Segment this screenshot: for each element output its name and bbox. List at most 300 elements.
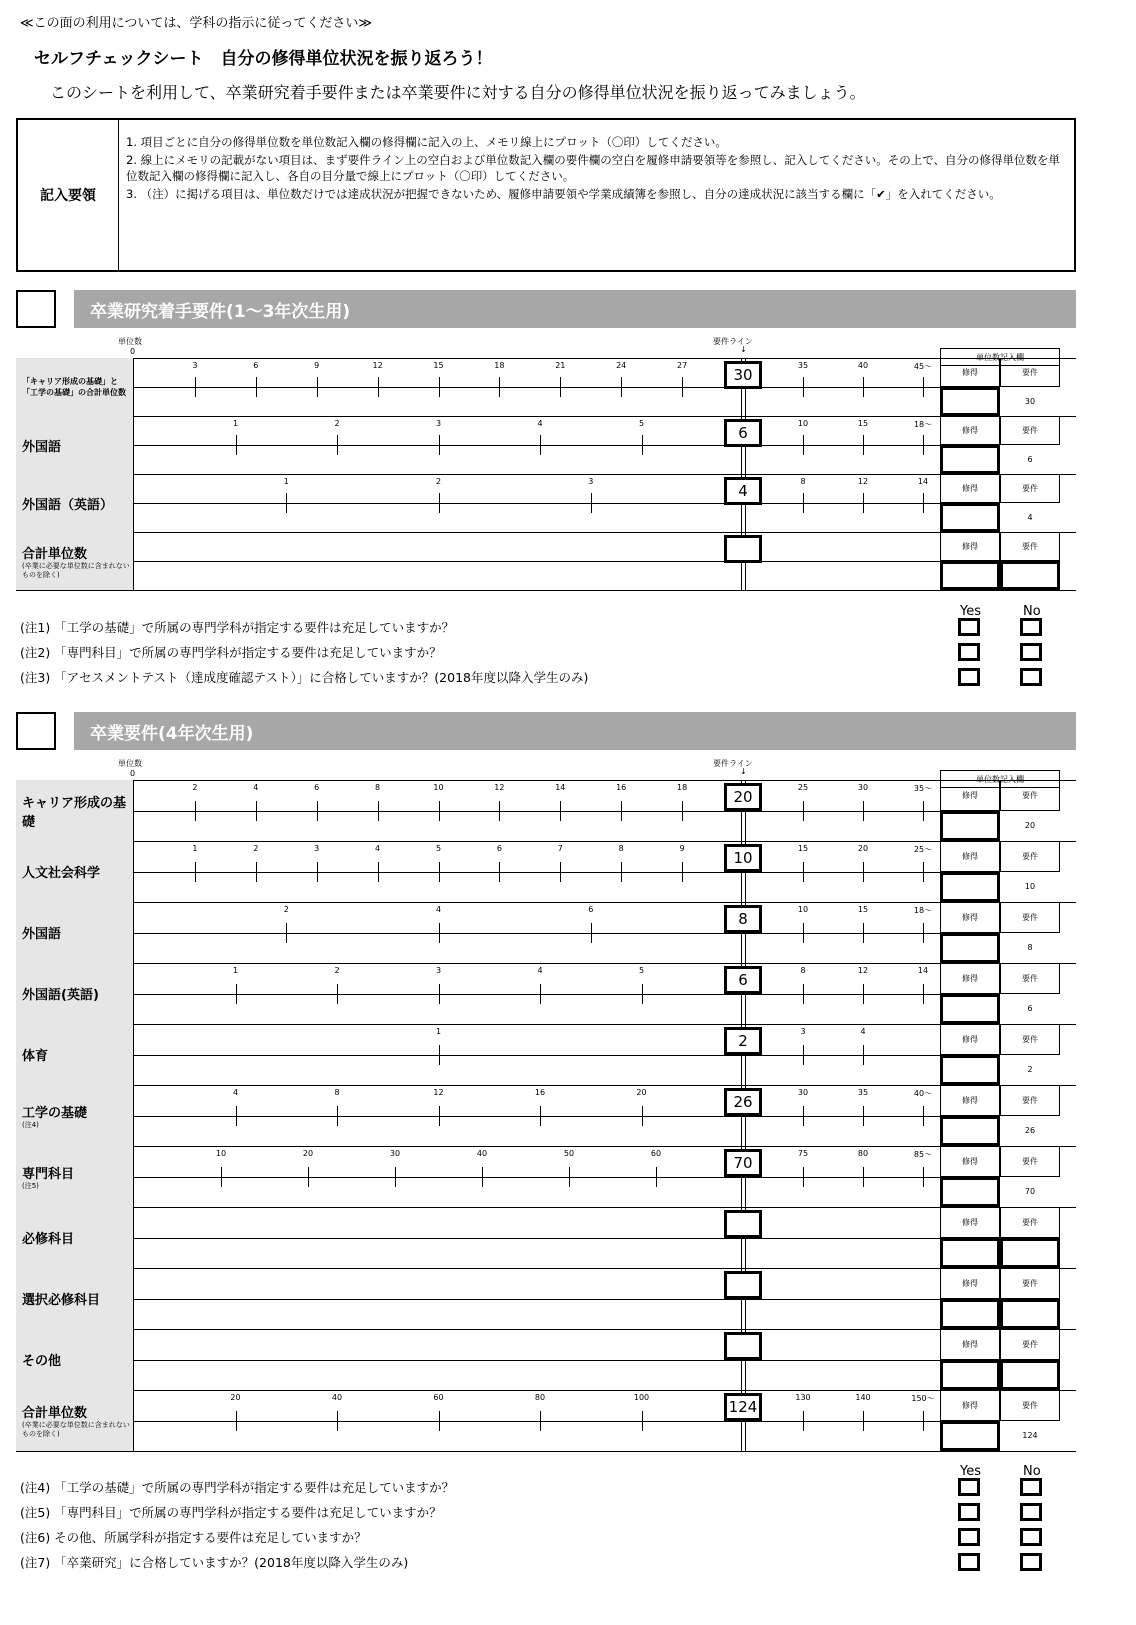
tick-label: 18 bbox=[677, 783, 688, 792]
tick-label: 8 bbox=[334, 1088, 340, 1097]
req-value-box[interactable] bbox=[724, 1210, 762, 1238]
req-value-box[interactable] bbox=[724, 535, 762, 563]
scale-tick bbox=[923, 801, 924, 821]
yes-checkbox[interactable] bbox=[958, 643, 980, 661]
tick-label: 8 bbox=[800, 966, 806, 975]
scale-tick bbox=[621, 377, 622, 397]
instruction-item-2: 2. 線上にメモリの記載がない項目は、まず要件ライン上の空白および単位数記入欄の要件欄の空白を履修申請要領等を参照し、記入してください。その上で、自分の修得単位数を単位数記入欄の修得欄に記入し、各自の目分量で線上にプロット（〇印）してください。 bbox=[126, 153, 1061, 183]
tick-label: 40 bbox=[857, 361, 869, 370]
scale-tick bbox=[656, 1167, 657, 1187]
tick-label: 4 bbox=[253, 783, 259, 792]
required-header-cell: 要件 bbox=[1000, 416, 1060, 445]
tick-label: 3 bbox=[435, 966, 442, 975]
no-checkbox[interactable] bbox=[1020, 1528, 1042, 1546]
scale-tick bbox=[642, 435, 643, 455]
scale-tick bbox=[591, 923, 592, 943]
required-header-cell: 要件 bbox=[1000, 841, 1060, 872]
required-header-cell: 要件 bbox=[1000, 474, 1060, 503]
scale-tick bbox=[863, 862, 864, 882]
scale-tick bbox=[642, 1411, 643, 1431]
earned-input-box[interactable] bbox=[940, 1360, 1000, 1391]
section-checkbox[interactable] bbox=[16, 290, 56, 328]
scale-tick bbox=[317, 377, 318, 397]
tick-label: 6 bbox=[588, 905, 594, 914]
tick-label: 16 bbox=[616, 783, 627, 792]
row-label-cell bbox=[16, 1085, 134, 1146]
tick-label: 4 bbox=[537, 966, 543, 975]
earned-header-cell: 修得 bbox=[940, 963, 1000, 994]
entry-column-header: 単位数記入欄 bbox=[940, 348, 1060, 366]
scale-tick bbox=[863, 435, 864, 455]
earned-header-cell: 修得 bbox=[940, 532, 1000, 561]
section-checkbox[interactable] bbox=[16, 712, 56, 750]
tick-label: 80 bbox=[534, 1393, 546, 1402]
note-text: (注2) 「専門科目」で所属の専門学科が指定する要件は充足していますか？ bbox=[20, 645, 442, 660]
req-value-box[interactable]: 6 bbox=[724, 966, 762, 994]
earned-header-cell: 修得 bbox=[940, 1146, 1000, 1177]
earned-input-box[interactable] bbox=[940, 445, 1000, 474]
earned-header-cell: 修得 bbox=[940, 841, 1000, 872]
tick-label: 12 bbox=[857, 966, 869, 975]
scale-tick bbox=[863, 1167, 864, 1187]
scale-tick bbox=[863, 377, 864, 397]
earned-header-cell: 修得 bbox=[940, 1390, 1000, 1421]
required-header-cell: 要件 bbox=[1000, 902, 1060, 933]
row-label-cell bbox=[16, 532, 134, 590]
page-title: セルフチェックシート 自分の修得単位状況を振り返ろう！ bbox=[34, 49, 493, 69]
tick-label: 30 bbox=[857, 783, 869, 792]
no-checkbox[interactable] bbox=[1020, 1478, 1042, 1496]
row-label-cell bbox=[16, 780, 134, 841]
required-header-cell: 要件 bbox=[1000, 1390, 1060, 1421]
yes-header: Yes bbox=[960, 1464, 981, 1479]
tick-label: 12 bbox=[494, 783, 505, 792]
tick-label: 85～ bbox=[913, 1150, 933, 1159]
row-sub-label: (注5) bbox=[22, 1181, 39, 1190]
units-header-label: 単位数 bbox=[118, 759, 142, 768]
yes-checkbox[interactable] bbox=[958, 1528, 980, 1546]
instructions-box bbox=[16, 118, 1076, 272]
row-label: 外国語（英語） bbox=[22, 497, 114, 513]
scale-tick bbox=[621, 801, 622, 821]
tick-label: 5 bbox=[638, 419, 645, 428]
scale-tick bbox=[540, 984, 541, 1004]
note-text: (注6) その他、所属学科が指定する要件は充足していますか？ bbox=[20, 1530, 367, 1545]
scale-tick bbox=[863, 1106, 864, 1126]
tick-label: 1 bbox=[192, 844, 198, 853]
scale-tick bbox=[560, 377, 561, 397]
scale-tick bbox=[803, 435, 804, 455]
earned-input-box[interactable] bbox=[940, 1177, 1000, 1208]
earned-header-cell: 修得 bbox=[940, 1024, 1000, 1055]
scale-tick bbox=[256, 862, 257, 882]
scale-tick bbox=[439, 862, 440, 882]
tick-label: 8 bbox=[800, 477, 806, 486]
row-label: 専門科目 bbox=[22, 1166, 75, 1182]
row-label-cell bbox=[16, 416, 134, 474]
scale-line bbox=[134, 1299, 940, 1300]
scale-tick bbox=[317, 862, 318, 882]
tick-label: 35～ bbox=[913, 784, 933, 793]
usage-notice: ≪この面の利用については、学科の指示に従ってください≫ bbox=[20, 16, 372, 31]
scale-tick bbox=[923, 1106, 924, 1126]
tick-label: 40 bbox=[331, 1393, 343, 1402]
required-value: 30 bbox=[1024, 397, 1036, 406]
row-label: その他 bbox=[22, 1354, 62, 1369]
tick-label: 14 bbox=[917, 477, 929, 486]
tick-label: 15 bbox=[857, 419, 869, 428]
scale-tick bbox=[923, 984, 924, 1004]
tick-label: 20 bbox=[636, 1088, 647, 1097]
tick-label: 140 bbox=[855, 1393, 871, 1402]
tick-label: 35 bbox=[857, 1088, 869, 1097]
scale-tick bbox=[560, 862, 561, 882]
tick-label: 150～ bbox=[911, 1394, 935, 1403]
scale-tick bbox=[256, 377, 257, 397]
scale-tick bbox=[308, 1167, 309, 1187]
earned-header-cell: 修得 bbox=[940, 474, 1000, 503]
tick-label: 6 bbox=[253, 361, 259, 370]
scale-tick bbox=[540, 1411, 541, 1431]
scale-tick bbox=[236, 1411, 237, 1431]
scale-tick bbox=[803, 1411, 804, 1431]
required-header-cell: 要件 bbox=[1000, 1146, 1060, 1177]
scale-tick bbox=[236, 1106, 237, 1126]
req-value-box[interactable]: 30 bbox=[724, 361, 762, 389]
tick-label: 2 bbox=[334, 419, 340, 428]
tick-label: 25 bbox=[797, 783, 809, 792]
yes-checkbox[interactable] bbox=[958, 1553, 980, 1571]
tick-label: 3 bbox=[800, 1027, 806, 1036]
row-label: 選択必修科目 bbox=[22, 1293, 101, 1308]
scale-line bbox=[134, 1421, 940, 1422]
scale-tick bbox=[378, 377, 379, 397]
req-value-box[interactable]: 4 bbox=[724, 477, 762, 505]
earned-input-box[interactable] bbox=[940, 872, 1000, 903]
no-checkbox[interactable] bbox=[1020, 1503, 1042, 1521]
scale-tick bbox=[256, 801, 257, 821]
req-value-box[interactable]: 8 bbox=[724, 905, 762, 933]
tick-label: 3 bbox=[314, 844, 320, 853]
req-value-box[interactable]: 20 bbox=[724, 783, 762, 811]
tick-label: 60 bbox=[650, 1149, 662, 1158]
row-label-cell bbox=[16, 1268, 134, 1329]
no-checkbox[interactable] bbox=[1020, 1553, 1042, 1571]
earned-input-box[interactable] bbox=[940, 503, 1000, 532]
earned-input-box[interactable] bbox=[940, 561, 1000, 590]
note-text: (注5) 「専門科目」で所属の専門学科が指定する要件は充足していますか？ bbox=[20, 1505, 442, 1520]
tick-label: 50 bbox=[563, 1149, 575, 1158]
row-label-cell bbox=[16, 902, 134, 963]
tick-label: 4 bbox=[435, 905, 442, 914]
earned-input-box[interactable] bbox=[940, 811, 1000, 842]
scale-tick bbox=[803, 1045, 804, 1065]
required-input-box[interactable] bbox=[1000, 561, 1060, 590]
tick-label: 18～ bbox=[913, 906, 933, 915]
note-text: (注3) 「アセスメントテスト（達成度確認テスト）」に合格していますか？(2018年度以降入学生のみ) bbox=[20, 670, 589, 685]
required-header-cell: 要件 bbox=[1000, 532, 1060, 561]
required-header-cell: 要件 bbox=[1000, 1268, 1060, 1299]
tick-label: 40～ bbox=[913, 1089, 933, 1098]
row-label: 必修科目 bbox=[22, 1232, 75, 1247]
tick-label: 4 bbox=[375, 844, 381, 853]
required-input-box[interactable] bbox=[1000, 1299, 1060, 1330]
tick-label: 4 bbox=[537, 419, 543, 428]
row-label-cell bbox=[16, 358, 134, 416]
scale-tick bbox=[286, 923, 287, 943]
scale-tick bbox=[803, 923, 804, 943]
scale-tick bbox=[923, 862, 924, 882]
tick-label: 15 bbox=[433, 361, 444, 370]
no-checkbox[interactable] bbox=[1020, 618, 1042, 636]
tick-label: 2 bbox=[435, 477, 442, 486]
scale-tick bbox=[863, 493, 864, 513]
scale-tick bbox=[803, 493, 804, 513]
scale-tick bbox=[540, 435, 541, 455]
scale-tick bbox=[499, 377, 500, 397]
scale-tick bbox=[803, 1167, 804, 1187]
scale-tick bbox=[803, 377, 804, 397]
tick-label: 4 bbox=[860, 1027, 866, 1036]
row-label: 体育 bbox=[22, 1049, 49, 1064]
scale-tick bbox=[236, 435, 237, 455]
zero-label: 0 bbox=[130, 347, 136, 356]
req-value-box[interactable]: 10 bbox=[724, 844, 762, 872]
row-label: 「キャリア形成の基礎」と「工学の基礎」の合計単位数 bbox=[22, 377, 126, 397]
scale-tick bbox=[337, 435, 338, 455]
scale-tick bbox=[439, 1411, 440, 1431]
tick-label: 27 bbox=[677, 361, 688, 370]
required-value: 6 bbox=[1027, 455, 1033, 464]
tick-label: 30 bbox=[797, 1088, 809, 1097]
row-label-cell bbox=[16, 1207, 134, 1268]
tick-label: 80 bbox=[857, 1149, 869, 1158]
scale-tick bbox=[499, 862, 500, 882]
row-label: 工学の基礎 bbox=[22, 1105, 88, 1121]
scale-line bbox=[134, 933, 940, 934]
required-value: 26 bbox=[1024, 1125, 1036, 1135]
tick-label: 1 bbox=[435, 1027, 442, 1036]
tick-label: 3 bbox=[435, 419, 442, 428]
tick-label: 5 bbox=[638, 966, 645, 975]
row-label: 外国語 bbox=[22, 439, 62, 455]
tick-label: 6 bbox=[496, 844, 502, 853]
scale-line bbox=[134, 561, 940, 562]
req-value-box[interactable] bbox=[724, 1271, 762, 1299]
scale-tick bbox=[923, 1167, 924, 1187]
scale-tick bbox=[682, 801, 683, 821]
required-input-box[interactable] bbox=[1000, 1238, 1060, 1269]
req-value-box[interactable]: 2 bbox=[724, 1027, 762, 1055]
scale-tick bbox=[923, 1411, 924, 1431]
section-title: 卒業研究着手要件(1～3年次生用) bbox=[74, 290, 1076, 328]
tick-label: 16 bbox=[534, 1088, 546, 1097]
scale-tick bbox=[439, 801, 440, 821]
yes-checkbox[interactable] bbox=[958, 1503, 980, 1521]
req-line-label: 要件ライン bbox=[713, 337, 753, 346]
tick-label: 18 bbox=[494, 361, 505, 370]
scale-tick bbox=[863, 801, 864, 821]
entry-column-header: 単位数記入欄 bbox=[940, 770, 1060, 788]
tick-label: 75 bbox=[797, 1149, 809, 1158]
req-value-box[interactable] bbox=[724, 1332, 762, 1360]
scale-line bbox=[134, 1055, 940, 1056]
row-label: キャリア形成の基礎 bbox=[22, 795, 127, 830]
earned-input-box[interactable] bbox=[940, 1299, 1000, 1330]
tick-label: 12 bbox=[433, 1088, 444, 1097]
required-header-cell: 要件 bbox=[1000, 1085, 1060, 1116]
earned-input-box[interactable] bbox=[940, 1116, 1000, 1147]
scale-tick bbox=[863, 1411, 864, 1431]
scale-tick bbox=[337, 1411, 338, 1431]
units-header-label: 単位数 bbox=[118, 337, 142, 346]
section-title: 卒業要件(4年次生用) bbox=[74, 712, 1076, 750]
row-sub-label: (注4) bbox=[22, 1120, 39, 1129]
scale-line bbox=[134, 994, 940, 995]
scale-tick bbox=[337, 984, 338, 1004]
earned-input-box[interactable] bbox=[940, 994, 1000, 1025]
no-checkbox[interactable] bbox=[1020, 643, 1042, 661]
tick-label: 4 bbox=[232, 1088, 239, 1097]
required-value: 124 bbox=[1022, 1430, 1038, 1440]
earned-header-cell: 修得 bbox=[940, 416, 1000, 445]
required-value: 4 bbox=[1027, 513, 1033, 522]
scale-line bbox=[134, 1116, 940, 1117]
tick-label: 8 bbox=[375, 783, 381, 792]
zero-label: 0 bbox=[130, 769, 136, 778]
tick-label: 30 bbox=[389, 1149, 401, 1158]
required-header-cell: 要件 bbox=[1000, 1024, 1060, 1055]
tick-label: 10 bbox=[797, 905, 809, 914]
required-header-cell: 要件 bbox=[1000, 963, 1060, 994]
instruction-item-3: 3. （注）に掲げる項目は、単位数だけでは達成状況が把握できないため、履修申請要領や学業成績簿を参照し、自分の達成状況に該当する欄に「✔」を入れてください。 bbox=[126, 187, 1001, 201]
required-value: 20 bbox=[1024, 820, 1036, 830]
note-text: (注7) 「卒業研究」に合格していますか？(2018年度以降入学生のみ) bbox=[20, 1555, 409, 1570]
scale-tick bbox=[195, 377, 196, 397]
scale-tick bbox=[540, 1106, 541, 1126]
tick-label: 5 bbox=[435, 844, 442, 853]
required-input-box[interactable] bbox=[1000, 1360, 1060, 1391]
earned-header-cell: 修得 bbox=[940, 358, 1000, 387]
earned-input-box[interactable] bbox=[940, 1421, 1000, 1452]
scale-tick bbox=[482, 1167, 483, 1187]
tick-label: 7 bbox=[557, 844, 563, 853]
req-value-box[interactable]: 6 bbox=[724, 419, 762, 447]
tick-label: 10 bbox=[215, 1149, 227, 1158]
yes-checkbox[interactable] bbox=[958, 618, 980, 636]
scale-tick bbox=[642, 984, 643, 1004]
tick-label: 1 bbox=[232, 966, 239, 975]
scale-tick bbox=[439, 493, 440, 513]
scale-tick bbox=[378, 862, 379, 882]
required-value: 70 bbox=[1024, 1186, 1036, 1196]
required-header-cell: 要件 bbox=[1000, 1207, 1060, 1238]
scale-tick bbox=[286, 493, 287, 513]
tick-label: 60 bbox=[433, 1393, 444, 1402]
scale-tick bbox=[195, 862, 196, 882]
scale-tick bbox=[439, 1045, 440, 1065]
earned-header-cell: 修得 bbox=[940, 1085, 1000, 1116]
tick-label: 100 bbox=[633, 1393, 650, 1402]
scale-tick bbox=[236, 984, 237, 1004]
scale-tick bbox=[591, 493, 592, 513]
scale-tick bbox=[923, 493, 924, 513]
tick-label: 24 bbox=[616, 361, 627, 370]
scale-tick bbox=[221, 1167, 222, 1187]
scale-tick bbox=[863, 984, 864, 1004]
tick-label: 8 bbox=[618, 844, 624, 853]
note-text: (注1) 「工学の基礎」で所属の専門学科が指定する要件は充足していますか？ bbox=[20, 620, 455, 635]
row-label-cell bbox=[16, 1390, 134, 1451]
row-label: 外国語(英語) bbox=[22, 988, 99, 1003]
earned-input-box[interactable] bbox=[940, 933, 1000, 964]
required-header-cell: 要件 bbox=[1000, 358, 1060, 387]
earned-input-box[interactable] bbox=[940, 1238, 1000, 1269]
row-sub-label: (卒業に必要な単位数に含まれないものを除く) bbox=[22, 561, 130, 579]
earned-input-box[interactable] bbox=[940, 387, 1000, 416]
yes-checkbox[interactable] bbox=[958, 1478, 980, 1496]
row-label: 合計単位数 bbox=[22, 1406, 88, 1421]
tick-label: 20 bbox=[857, 844, 869, 853]
scale-tick bbox=[439, 923, 440, 943]
scale-tick bbox=[682, 862, 683, 882]
scale-tick bbox=[863, 923, 864, 943]
scale-tick bbox=[803, 862, 804, 882]
no-header: No bbox=[1023, 604, 1041, 619]
scale-line bbox=[134, 1360, 940, 1361]
tick-label: 45～ bbox=[913, 362, 933, 371]
tick-label: 130 bbox=[795, 1393, 811, 1402]
tick-label: 10 bbox=[797, 419, 809, 428]
req-line-label: 要件ライン bbox=[713, 759, 753, 768]
row-label-cell bbox=[16, 474, 134, 532]
earned-header-cell: 修得 bbox=[940, 780, 1000, 811]
no-header: No bbox=[1023, 1464, 1041, 1479]
tick-label: 2 bbox=[334, 966, 340, 975]
scale-tick bbox=[923, 435, 924, 455]
tick-label: 20 bbox=[302, 1149, 314, 1158]
scale-tick bbox=[642, 1106, 643, 1126]
tick-label: 6 bbox=[314, 783, 320, 792]
scale-line bbox=[134, 1238, 940, 1239]
scale-tick bbox=[682, 377, 683, 397]
yes-checkbox[interactable] bbox=[958, 668, 980, 686]
tick-label: 18～ bbox=[913, 420, 933, 429]
tick-label: 3 bbox=[192, 361, 198, 370]
req-value-box[interactable]: 124 bbox=[724, 1393, 762, 1421]
scale-tick bbox=[803, 984, 804, 1004]
earned-input-box[interactable] bbox=[940, 1055, 1000, 1086]
table-bottom-border bbox=[16, 590, 1076, 591]
required-value: 6 bbox=[1027, 1003, 1033, 1013]
scale-tick bbox=[337, 1106, 338, 1126]
earned-header-cell: 修得 bbox=[940, 1207, 1000, 1238]
scale-line bbox=[134, 1177, 940, 1178]
tick-label: 3 bbox=[588, 477, 594, 486]
scale-tick bbox=[863, 1045, 864, 1065]
req-line-arrow-icon: ↓ bbox=[740, 345, 747, 354]
req-value-box[interactable]: 70 bbox=[724, 1149, 762, 1177]
tick-label: 12 bbox=[857, 477, 869, 486]
req-value-box[interactable]: 26 bbox=[724, 1088, 762, 1116]
scale-tick bbox=[499, 801, 500, 821]
row-label: 外国語 bbox=[22, 927, 62, 942]
req-line-arrow-icon: ↓ bbox=[740, 767, 747, 776]
scale-tick bbox=[621, 862, 622, 882]
no-checkbox[interactable] bbox=[1020, 668, 1042, 686]
scale-tick bbox=[439, 377, 440, 397]
required-header-cell: 要件 bbox=[1000, 1329, 1060, 1360]
